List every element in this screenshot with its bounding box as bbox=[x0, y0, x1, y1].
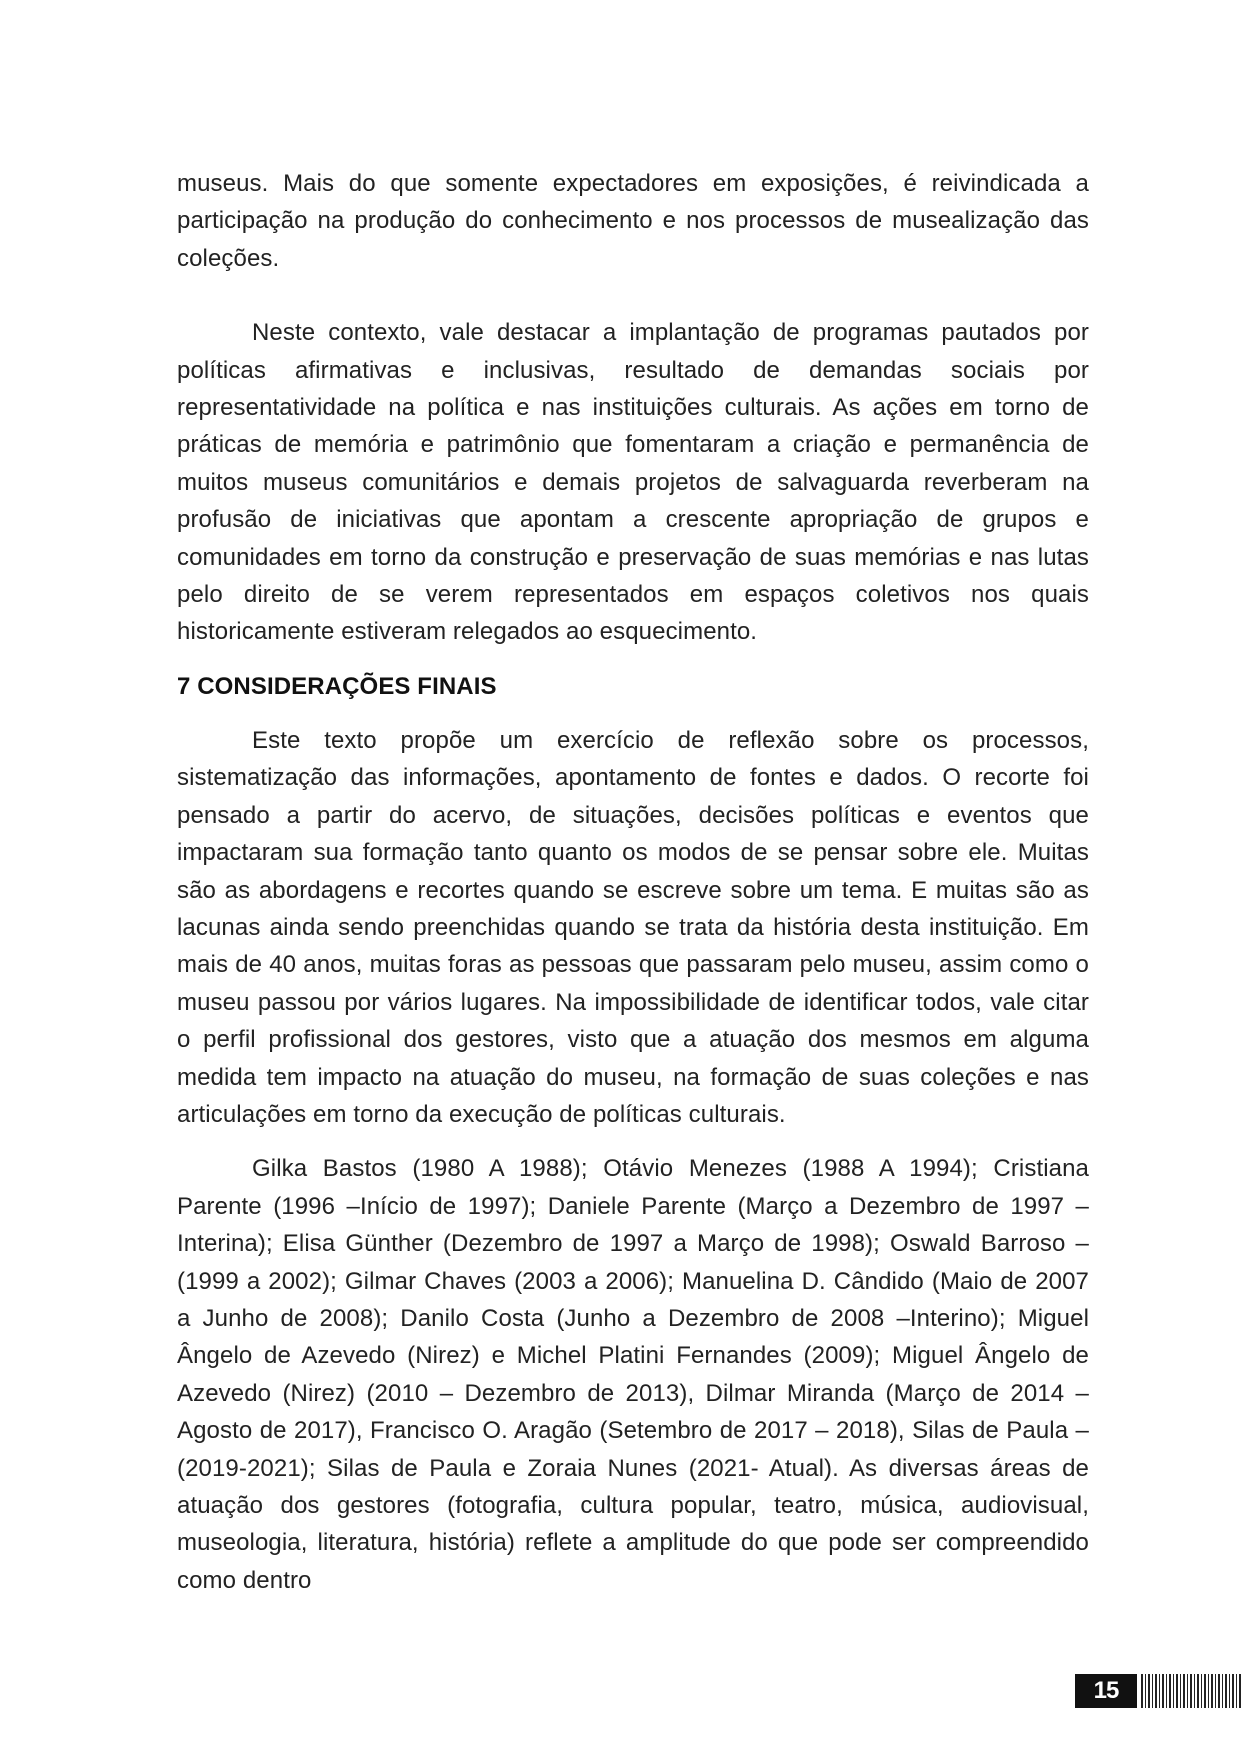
page-footer bbox=[1075, 1674, 1241, 1708]
paragraph-conclusion: Este texto propõe um exercício de reflexão sobre os processos, sistematização das informações, apontamento de fontes e dados. O recorte foi pensado a partir do acervo, de situações, decisões políticas e eventos que impactaram sua formação tanto quanto os modos de se pensar sobre ele. Muitas são as abordagens e recortes quando se escreve sobre um tema. E muitas são as lacunas ainda sendo preenchidas quando se trata da história desta instituição. Em mais de 40 anos, muitas foras as pessoas que passaram pelo museu, assim como o museu passou por vários lugares. Na impossibilidade de identificar todos, vale citar o perfil profissional dos gestores, visto que a atuação dos mesmos em alguma medida tem impacto na atuação do museu, na formação de suas coleções e nas articulações em torno da execução de políticas culturais. bbox=[177, 726, 1089, 1128]
paragraph-context: Neste contexto, vale destacar a implantação de programas pautados por políticas afirmativas e inclusivas, resultado de demandas sociais por representatividade na política e nas instituições culturais. As ações em torno de práticas de memória e patrimônio que fomentaram a criação e permanência de muitos museus comunitários e demais projetos de salvaguarda reverberam na profusão de iniciativas que apontam a crescente apropriação de grupos e comunidades em torno da construção e preservação de suas memórias e nas lutas pelo direito de se verem representados em espaços coletivos nos quais historicamente estiveram relegados ao esquecimento. bbox=[177, 319, 1089, 646]
section-heading: 7 CONSIDERAÇÕES FINAIS bbox=[177, 672, 497, 700]
document-page bbox=[177, 165, 1089, 1599]
paragraph-managers: Gilka Bastos (1980 A 1988); Otávio Menezes (1988 A 1994); Cristiana Parente (1996 –Início de 1997); Daniele Parente (Março a Dezembro de 1997 –Interina); Elisa Günther (Dezembro de 1997 a Março de 1998); Oswald Barroso – (1999 a 2002); Gilmar Chaves (2003 a 2006); Manuelina D. Cândido (Maio de 2007 a Junho de 2008); Danilo Costa (Junho a Dezembro de 2008 –Interino); Miguel Ângelo de Azevedo (Nirez) e Michel Platini Fernandes (2009); Miguel Ângelo de Azevedo (Nirez) (2010 – Dezembro de 2013), Dilmar Miranda (Março de 2014 – Agosto de 2017), Francisco O. Aragão (Setembro de 2017 – 2018), Silas de Paula – (2019-2021); Silas de Paula e Zoraia Nunes (2021- Atual). As diversas áreas de atuação dos gestores (fotografia, cultura popular, teatro, música, audiovisual, museologia, literatura, história) reflete a amplitude do que pode ser compreendido como dentro bbox=[177, 1155, 1089, 1594]
paragraph-continuation: museus. Mais do que somente expectadores em exposições, é reivindicada a participação na produção do conhecimento e nos processos de musealização das coleções. bbox=[177, 170, 1089, 272]
page-number: 15 bbox=[1075, 1674, 1137, 1708]
barcode-decoration bbox=[1141, 1674, 1241, 1708]
